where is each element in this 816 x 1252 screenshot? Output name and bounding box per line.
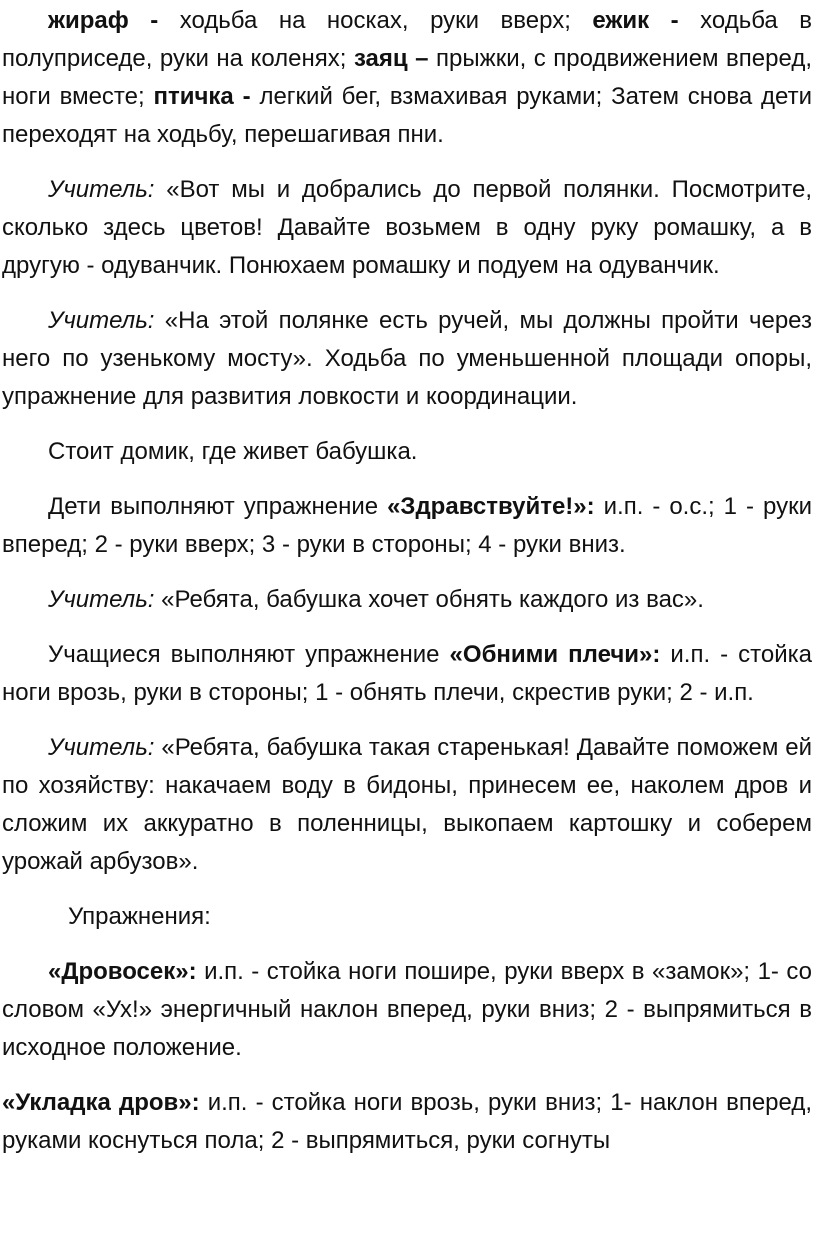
exercise-name: «Здравствуйте!»: xyxy=(387,493,595,520)
body-text: Дети выполняют упражнение xyxy=(48,493,388,520)
body-text: Учащиеся выполняют упражнение xyxy=(48,641,450,668)
speech-text: «Ребята, бабушка такая старенькая! Давайте поможем ей по хозяйству: накачаем воду в бидоны, принесем ее, наколем дров и сложим их аккуратно в поленницы, выкопаем картошку и соберем урожай арбузов». xyxy=(2,734,812,875)
paragraph-exercise-hello xyxy=(2,488,812,564)
speaker-label: Учитель: xyxy=(48,586,155,613)
paragraph-exercise-woodcutter xyxy=(2,953,812,1067)
exercise-name: «Дровосек»: xyxy=(48,958,197,985)
exercise-text: и.п. - о.с.; 1 - руки вперед; 2 - руки вверх; 3 - руки в стороны; 4 - руки вниз. xyxy=(2,493,812,558)
paragraph-animal-walks xyxy=(2,0,812,154)
paragraph-exercises-heading xyxy=(2,898,812,936)
paragraph-teacher-meadow xyxy=(2,171,812,285)
term-hare: заяц – xyxy=(353,45,437,72)
term-hedgehog: ежик - xyxy=(592,7,701,34)
text-hedgehog: ходьба в полуприседе, руки на коленях; xyxy=(2,7,812,72)
paragraph-grandma-house xyxy=(2,433,812,471)
term-giraffe: жираф - xyxy=(48,7,180,34)
exercise-name: «Обними плечи»: xyxy=(449,641,661,668)
exercise-text: и.п. - стойка ноги врозь, руки в стороны; 1 - обнять плечи, скрестив руки; 2 - и.п. xyxy=(2,641,813,706)
exercise-text: и.п. - стойка ноги пошире, руки вверх в «замок»; 1- со словом «Ух!» энергичный наклон вперед, руки вниз; 2 - выпрямиться в исходное положение. xyxy=(2,958,812,1061)
paragraph-exercise-stacking-wood xyxy=(2,1084,812,1160)
speaker-label: Учитель: xyxy=(48,307,155,334)
text-hare: прыжки, с продвижением вперед, ноги вместе; xyxy=(2,45,812,110)
exercise-name: «Укладка дров»: xyxy=(2,1089,200,1116)
speech-text: «На этой полянке есть ручей, мы должны пройти через него по узенькому мосту». Ходьба по уменьшенной площади опоры, упражнение для развития ловкости и координации. xyxy=(2,307,812,410)
speaker-label: Учитель: xyxy=(48,734,155,761)
section-heading: Упражнения: xyxy=(68,903,211,930)
body-text: Стоит домик, где живет бабушка. xyxy=(48,438,418,465)
exercise-text: и.п. - стойка ноги врозь, руки вниз; 1- наклон вперед, руками коснуться пола; 2 - выпрямиться, руки согнуты xyxy=(2,1089,813,1154)
term-bird: птичка - xyxy=(153,83,260,110)
paragraph-teacher-hug xyxy=(2,581,812,619)
paragraph-teacher-chores xyxy=(2,729,812,881)
speaker-label: Учитель: xyxy=(48,176,155,203)
text-giraffe: ходьба на носках, руки вверх; xyxy=(179,7,593,34)
text-bird: легкий бег, взмахивая руками; Затем снова дети переходят на ходьбу, перешагивая пни. xyxy=(2,83,812,148)
speech-text: «Вот мы и добрались до первой полянки. Посмотрите, сколько здесь цветов! Давайте возьмем в одну руку ромашку, а в другую - одуванчик. Понюхаем ромашку и подуем на одуванчик. xyxy=(2,176,812,279)
paragraph-teacher-bridge xyxy=(2,302,812,416)
speech-text: «Ребята, бабушка хочет обнять каждого из вас». xyxy=(154,586,704,613)
paragraph-exercise-hug-shoulders xyxy=(2,636,812,712)
